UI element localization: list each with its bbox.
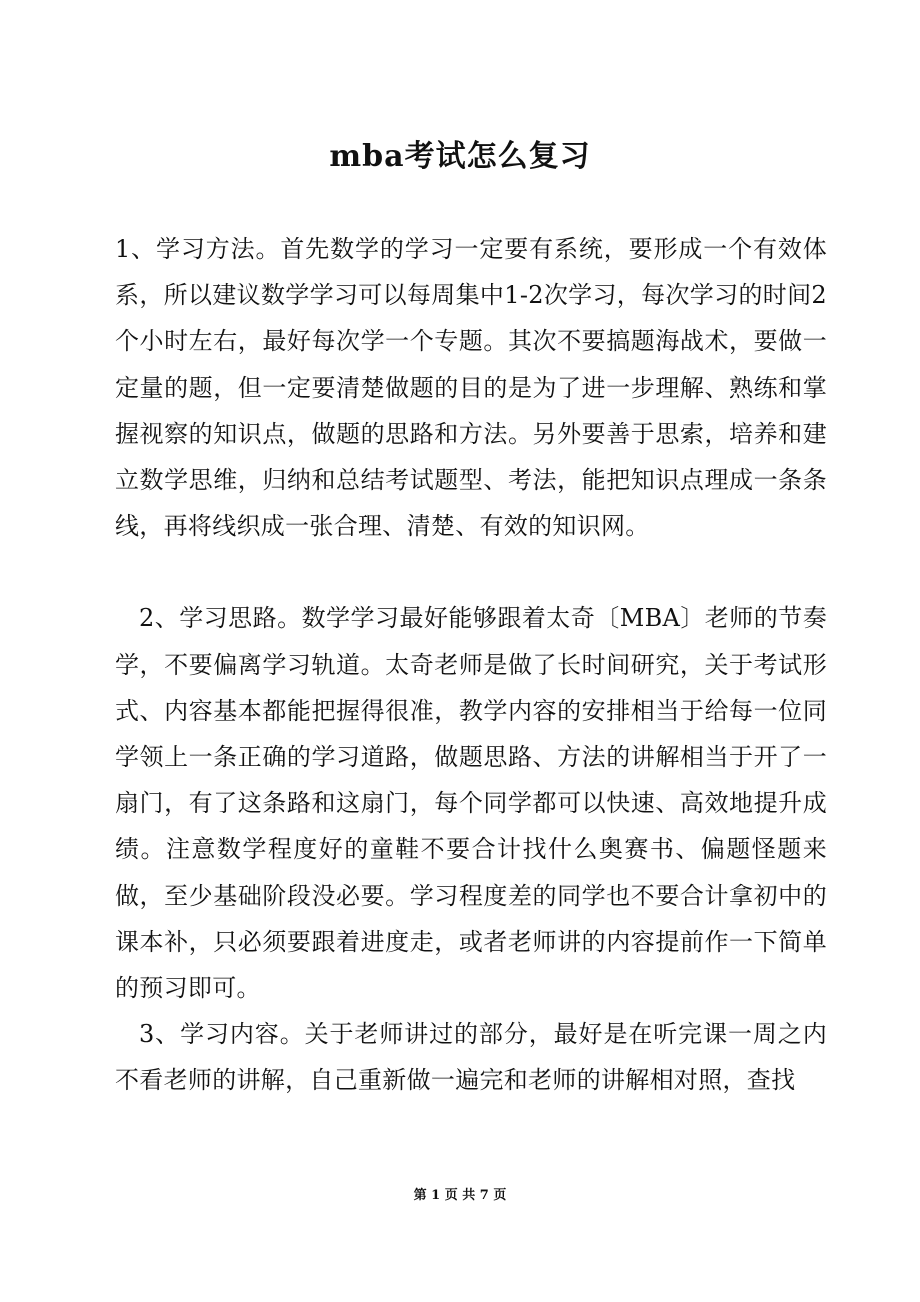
page-number-footer: 第 1 页 共 7 页	[413, 1188, 507, 1203]
paragraph-study-content: 3、学习内容。关于老师讲过的部分，最好是在听完课一周之内不看老师的讲解，自己重新做一遍完和老师的讲解相对照，查找	[115, 1020, 827, 1095]
paragraph-study-method: 1、学习方法。首先数学的学习一定要有系统，要形成一个有效体系，所以建议数学学习可以每周集中1-2次学习，每次学习的时间2个小时左右，最好每次学一个专题。其次不要搞题海战术，要做一定量的题，但一定要清楚做题的目的是为了进一步理解、熟练和掌握视察的知识点，做题的思路和方法。另外要善于思索，培养和建立数学思维，归纳和总结考试题型、考法，能把知识点理成一条条线，再将线织成一张合理、清楚、有效的知识网。	[115, 235, 827, 541]
document-title: mba考试怎么复习	[329, 139, 591, 174]
paragraph-study-approach: 2、学习思路。数学学习最好能够跟着太奇〔MBA〕老师的节奏学，不要偏离学习轨道。太奇老师是做了长时间研究，关于考试形式、内容基本都能把握得很准，教学内容的安排相当于给每一位同学领上一条正确的学习道路，做题思路、方法的讲解相当于开了一扇门，有了这条路和这扇门，每个同学都可以快速、高效地提升成绩。注意数学程度好的童鞋不要合计找什么奥赛书、偏题怪题来做，至少基础阶段没必要。学习程度差的同学也不要合计拿初中的课本补，只必须要跟着进度走，或者老师讲的内容提前作一下简单的预习即可。	[115, 604, 827, 1003]
document-body	[115, 226, 827, 1104]
